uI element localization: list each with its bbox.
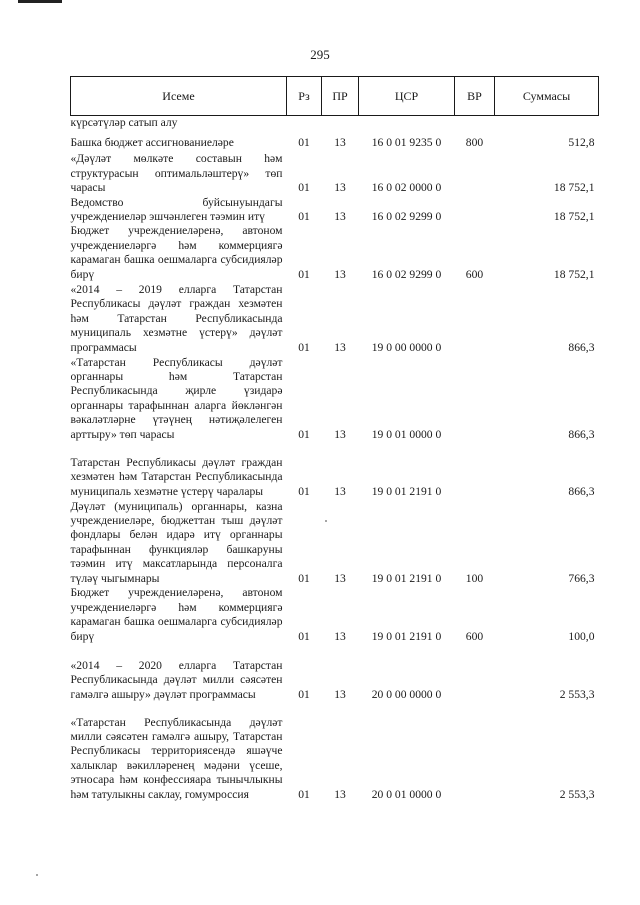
row-csr: 19 0 00 0000 0 (371, 340, 442, 354)
row-name: Бюджет учреждениеләренә, автоном учреждениеләргә һәм коммерциягә карамаган башка оешмаларга субсидияләр бирү (70, 586, 283, 643)
row-sum: 18 752,1 (553, 210, 595, 223)
table-header (71, 77, 599, 116)
row-rz: 01 (298, 267, 310, 281)
row-csr: 19 0 01 2191 0 (371, 629, 442, 643)
row-name: «Дәүләт мөлкәте составын һәм структурасын оптимальләштерү» төп чарасы (70, 152, 283, 194)
row-csr: 16 0 02 0000 0 (371, 181, 442, 194)
table-row (71, 282, 599, 355)
row-vr (455, 195, 495, 224)
row-sum: 866,3 (568, 427, 595, 441)
header-vr: ВР (455, 77, 495, 116)
row-pr: 13 (334, 629, 346, 643)
scan-speck (36, 874, 38, 876)
header-sum: Суммасы (495, 77, 599, 116)
row-rz: 01 (298, 427, 310, 441)
scan-speck (325, 520, 327, 522)
row-pr: 13 (334, 181, 346, 194)
row-sum: 100,0 (568, 629, 595, 643)
table-body (71, 116, 599, 803)
row-csr: 20 0 01 0000 0 (371, 787, 442, 801)
row-sum: 2 553,3 (559, 787, 595, 801)
row-sum: 18 752,1 (553, 181, 595, 194)
budget-table (70, 76, 599, 802)
row-csr: 20 0 00 0000 0 (371, 687, 442, 701)
row-csr: 19 0 01 0000 0 (371, 427, 442, 441)
table-row (71, 130, 599, 150)
table-row (71, 586, 599, 644)
row-sum: 866,3 (568, 484, 595, 498)
row-pr: 13 (334, 267, 346, 281)
row-csr: 16 0 02 9299 0 (371, 267, 442, 281)
table-row (71, 224, 599, 282)
table-row (71, 499, 599, 586)
header-pr: ПР (322, 77, 359, 116)
row-sum: 18 752,1 (553, 267, 595, 281)
row-pr: 13 (334, 484, 346, 498)
scan-artifact-mark (18, 0, 62, 3)
row-vr: 600 (465, 629, 484, 643)
table-row (71, 116, 599, 131)
row-name: «2014 – 2020 елларга Татарстан Республикасында дәүләт милли сәясәтен гамәлгә ашыру» дәүләт программасы (70, 658, 283, 701)
row-rz: 01 (298, 484, 310, 498)
row-rz: 01 (298, 687, 310, 701)
budget-table-container (70, 76, 598, 802)
table-row (71, 355, 599, 442)
row-rz: 01 (298, 787, 310, 801)
row-pr: 13 (334, 340, 346, 354)
row-vr (455, 116, 495, 131)
table-row (71, 150, 599, 195)
row-vr (455, 442, 495, 499)
table-row (71, 442, 599, 499)
page-number: 295 (310, 47, 330, 62)
row-pr: 13 (334, 136, 346, 149)
header-name: Исеме (71, 77, 287, 116)
row-vr (455, 150, 495, 195)
row-name: Татарстан Республикасы дәүләт граждан хезмәтен һәм Татарстан Республикасында муниципаль хезмәтне үстерү чаралары (70, 455, 283, 498)
row-rz: 01 (298, 181, 310, 194)
row-csr: 19 0 01 2191 0 (371, 571, 442, 585)
table-row (71, 702, 599, 802)
row-pr: 13 (334, 687, 346, 701)
row-rz: 01 (298, 629, 310, 643)
row-rz (287, 116, 322, 131)
row-pr: 13 (334, 571, 346, 585)
table-row (71, 644, 599, 702)
row-name: Башка бюджет ассигнованиеләре (70, 136, 234, 149)
row-sum: 512,8 (568, 136, 595, 149)
row-vr (455, 644, 495, 702)
row-rz: 01 (298, 210, 310, 223)
row-rz: 01 (298, 136, 310, 149)
row-vr (455, 282, 495, 355)
table-row (71, 195, 599, 224)
row-vr: 100 (465, 571, 484, 585)
row-name: Ведомство буйсынуындагы учреждениеләр эшчәнлеген тәэмин итү (70, 195, 283, 223)
row-pr: 13 (334, 210, 346, 223)
row-rz: 01 (298, 571, 310, 585)
row-vr (455, 355, 495, 442)
row-name: Дәүләт (муниципаль) органнары, казна учреждениеләре, бюджеттан тыш дәүләт фондлары белән идарә итү органнары тарафыннан функцияләр башкаруны тәэмин итү максатларында персоналга түләү чыгымнары (70, 499, 283, 585)
row-csr: 16 0 01 9235 0 (371, 136, 442, 149)
row-csr: 16 0 02 9299 0 (371, 210, 442, 223)
row-csr: 19 0 01 2191 0 (371, 484, 442, 498)
row-sum: 766,3 (568, 571, 595, 585)
row-rz: 01 (298, 340, 310, 354)
row-sum: 866,3 (568, 340, 595, 354)
row-sum: 2 553,3 (559, 687, 595, 701)
row-vr (455, 702, 495, 802)
row-name: «Татарстан Республикасы дәүләт органнары һәм Татарстан Республикасында җирле үзидарә органнары тарафыннан аларга йөкләнгән вәкаләтләрне үтәүнең нәтиҗәлелеген арттыру» төп чарасы (70, 355, 283, 441)
row-name: Бюджет учреждениеләренә, автоном учреждениеләргә һәм коммерциягә карамаган башка оешмаларга субсидияләр бирү (70, 224, 283, 281)
row-name: «2014 – 2019 елларга Татарстан Республикасы дәүләт граждан хезмәтен һәм Татарстан Республикасында муниципаль хезмәтне үстерү» дәүләт программасы (70, 283, 283, 354)
row-pr: 13 (334, 787, 346, 801)
header-rz: Рз (287, 77, 322, 116)
row-name: «Татарстан Республикасында дәүләт милли сәясәтен гамәлгә ашыру, Татарстан Республикасы территориясендә яшәүче халыклар вәкилләренең мәдәни үсеше, этносара һәм конфессияара тынычлыкны һәм татулыкны саклау, гомумроссия (70, 715, 283, 801)
row-vr: 800 (465, 136, 484, 149)
row-pr: 13 (334, 427, 346, 441)
row-csr (359, 116, 455, 131)
row-pr (322, 116, 359, 131)
row-sum (495, 116, 599, 131)
header-csr: ЦСР (359, 77, 455, 116)
row-name: күрсәтүләр сатып алу (70, 116, 178, 129)
row-vr: 600 (465, 267, 484, 281)
